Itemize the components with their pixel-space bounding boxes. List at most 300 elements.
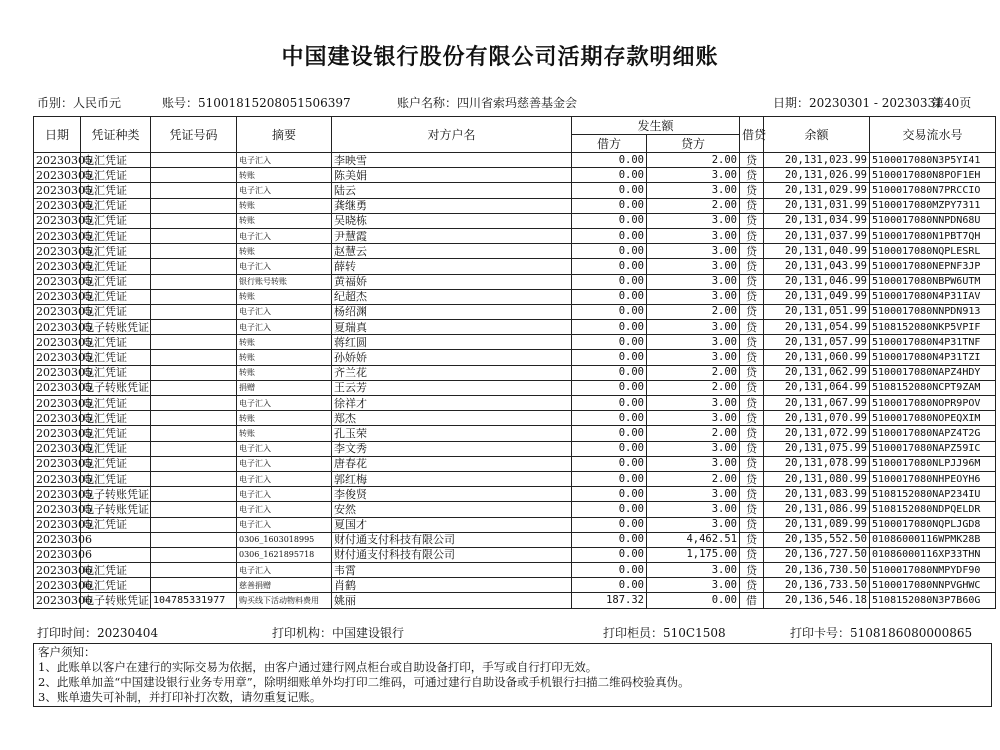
row-voucher-no xyxy=(151,426,237,441)
row-summary: 转账 xyxy=(237,335,332,350)
row-serial: 5108152080NAP234IU xyxy=(870,487,996,502)
row-counterparty: 龚继勇 xyxy=(332,198,572,213)
row-debit: 0.00 xyxy=(572,304,647,319)
row-counterparty: 蒋红圆 xyxy=(332,335,572,350)
row-voucher-type: 电子转账凭证 xyxy=(81,380,151,395)
row-voucher-type: 电汇凭证 xyxy=(81,335,151,350)
row-voucher-type: 电汇凭证 xyxy=(81,168,151,183)
row-date: 20230305 xyxy=(34,350,81,365)
row-balance: 20,131,040.99 xyxy=(764,244,870,259)
row-credit: 3.00 xyxy=(647,289,740,304)
row-counterparty: 杨绍渊 xyxy=(332,304,572,319)
row-debit: 0.00 xyxy=(572,335,647,350)
row-counterparty: 李文秀 xyxy=(332,441,572,456)
account-name: 账户名称：四川省索玛慈善基金会 xyxy=(397,96,578,110)
row-summary: 电子汇入 xyxy=(237,320,332,335)
row-balance: 20,131,023.99 xyxy=(764,153,870,168)
row-voucher-type: 电汇凭证 xyxy=(81,426,151,441)
row-serial: 01086000116WPMK28B xyxy=(870,532,996,547)
row-dc: 贷 xyxy=(740,578,764,593)
page-title: 中国建设银行股份有限公司活期存款明细账 xyxy=(281,45,719,70)
print-time: 打印时间：20230404 xyxy=(37,626,159,640)
row-summary: 转账 xyxy=(237,244,332,259)
date-range: 日期：20230301 - 20230331 xyxy=(773,96,943,110)
header-serial: 交易流水号 xyxy=(870,117,996,153)
table-row xyxy=(34,153,996,168)
header-dc: 借贷 xyxy=(740,117,764,153)
row-balance: 20,131,037.99 xyxy=(764,228,870,243)
row-voucher-type: 电汇凭证 xyxy=(81,396,151,411)
row-serial: 5100017080NHPEOYH6 xyxy=(870,471,996,486)
row-dc: 贷 xyxy=(740,259,764,274)
table-row xyxy=(34,426,996,441)
row-credit: 4,462.51 xyxy=(647,532,740,547)
customer-notice xyxy=(33,643,992,707)
row-date: 20230306 xyxy=(34,547,81,562)
row-credit: 1,175.00 xyxy=(647,547,740,562)
row-debit: 0.00 xyxy=(572,274,647,289)
row-serial: 5100017080N7PRCCIO xyxy=(870,183,996,198)
row-voucher-type: 电子转账凭证 xyxy=(81,320,151,335)
row-dc: 贷 xyxy=(740,365,764,380)
row-date: 20230305 xyxy=(34,304,81,319)
row-date: 20230305 xyxy=(34,183,81,198)
row-date: 20230305 xyxy=(34,456,81,471)
row-counterparty: 韦霄 xyxy=(332,563,572,578)
row-voucher-no xyxy=(151,335,237,350)
row-serial: 5108152080N3P7B60G xyxy=(870,593,996,608)
row-date: 20230305 xyxy=(34,274,81,289)
row-dc: 贷 xyxy=(740,198,764,213)
row-debit: 0.00 xyxy=(572,228,647,243)
row-counterparty: 陈美娟 xyxy=(332,168,572,183)
row-dc: 贷 xyxy=(740,502,764,517)
row-voucher-no xyxy=(151,517,237,532)
row-credit: 3.00 xyxy=(647,578,740,593)
row-credit: 3.00 xyxy=(647,502,740,517)
row-debit: 0.00 xyxy=(572,153,647,168)
row-voucher-no xyxy=(151,365,237,380)
row-debit: 0.00 xyxy=(572,213,647,228)
row-debit: 0.00 xyxy=(572,487,647,502)
header-counterparty: 对方户名 xyxy=(332,117,572,153)
table-row xyxy=(34,471,996,486)
row-credit: 3.00 xyxy=(647,456,740,471)
row-serial: 5100017080MZPY7311 xyxy=(870,198,996,213)
row-counterparty: 李俊贤 xyxy=(332,487,572,502)
table-row xyxy=(34,183,996,198)
table-row xyxy=(34,396,996,411)
row-voucher-type: 电汇凭证 xyxy=(81,578,151,593)
row-voucher-no xyxy=(151,274,237,289)
row-voucher-type: 电子转账凭证 xyxy=(81,593,151,608)
row-counterparty: 王云芳 xyxy=(332,380,572,395)
table-row xyxy=(34,335,996,350)
notice-line: 3、账单遗失可补制，并打印补打次数，请勿重复记账。 xyxy=(38,690,322,704)
row-balance: 20,131,072.99 xyxy=(764,426,870,441)
table-row xyxy=(34,547,996,562)
row-dc: 贷 xyxy=(740,228,764,243)
row-counterparty: 唐春花 xyxy=(332,456,572,471)
row-summary: 转账 xyxy=(237,213,332,228)
row-debit: 0.00 xyxy=(572,320,647,335)
row-dc: 贷 xyxy=(740,517,764,532)
header-balance: 余额 xyxy=(764,117,870,153)
row-date: 20230305 xyxy=(34,365,81,380)
table-row xyxy=(34,593,996,608)
row-date: 20230305 xyxy=(34,411,81,426)
row-credit: 2.00 xyxy=(647,426,740,441)
row-serial: 5100017080N4P31TZI xyxy=(870,350,996,365)
row-dc: 贷 xyxy=(740,304,764,319)
row-summary: 捐赠 xyxy=(237,380,332,395)
print-org: 打印机构：中国建设银行 xyxy=(272,626,405,640)
row-debit: 0.00 xyxy=(572,411,647,426)
row-debit: 0.00 xyxy=(572,380,647,395)
row-summary: 转账 xyxy=(237,198,332,213)
row-summary: 转账 xyxy=(237,289,332,304)
row-date: 20230305 xyxy=(34,259,81,274)
row-serial: 5100017080NMPYDF90 xyxy=(870,563,996,578)
row-counterparty: 徐祥才 xyxy=(332,396,572,411)
row-serial: 5108152080NKP5VPIF xyxy=(870,320,996,335)
row-voucher-no xyxy=(151,350,237,365)
row-balance: 20,136,727.50 xyxy=(764,547,870,562)
row-balance: 20,131,034.99 xyxy=(764,213,870,228)
row-debit: 0.00 xyxy=(572,396,647,411)
notice-heading: 客户须知： xyxy=(38,645,96,659)
header-voucher-type: 凭证种类 xyxy=(81,117,151,153)
row-serial: 5100017080NOPR9POV xyxy=(870,396,996,411)
row-counterparty: 尹慧霞 xyxy=(332,228,572,243)
row-counterparty: 郑杰 xyxy=(332,411,572,426)
row-voucher-type: 电汇凭证 xyxy=(81,153,151,168)
row-summary: 电子汇入 xyxy=(237,396,332,411)
row-counterparty: 吴晓栋 xyxy=(332,213,572,228)
row-voucher-no: 104785331977 xyxy=(151,593,237,608)
row-date: 20230305 xyxy=(34,198,81,213)
row-debit: 0.00 xyxy=(572,547,647,562)
header-date: 日期 xyxy=(34,117,81,153)
row-voucher-no xyxy=(151,487,237,502)
table-row xyxy=(34,365,996,380)
row-summary: 0306_1621895718 xyxy=(237,547,332,562)
row-voucher-type: 电汇凭证 xyxy=(81,456,151,471)
row-counterparty: 孔玉荣 xyxy=(332,426,572,441)
table-row xyxy=(34,274,996,289)
row-voucher-type: 电汇凭证 xyxy=(81,183,151,198)
row-dc: 贷 xyxy=(740,335,764,350)
row-voucher-type: 电汇凭证 xyxy=(81,274,151,289)
row-date: 20230305 xyxy=(34,244,81,259)
row-summary: 电子汇入 xyxy=(237,517,332,532)
table-row xyxy=(34,517,996,532)
row-dc: 贷 xyxy=(740,396,764,411)
row-credit: 2.00 xyxy=(647,380,740,395)
row-voucher-no xyxy=(151,563,237,578)
row-credit: 3.00 xyxy=(647,517,740,532)
row-debit: 0.00 xyxy=(572,502,647,517)
table-row xyxy=(34,198,996,213)
row-voucher-no xyxy=(151,213,237,228)
row-date: 20230306 xyxy=(34,593,81,608)
row-balance: 20,135,552.50 xyxy=(764,532,870,547)
row-serial: 5100017080N8POF1EH xyxy=(870,168,996,183)
table-row xyxy=(34,228,996,243)
row-credit: 3.00 xyxy=(647,274,740,289)
row-serial: 01086000116XP33THN xyxy=(870,547,996,562)
row-serial: 5100017080NEPNF3JP xyxy=(870,259,996,274)
row-date: 20230305 xyxy=(34,380,81,395)
row-voucher-no xyxy=(151,578,237,593)
row-summary: 0306_1603018995 xyxy=(237,532,332,547)
row-counterparty: 安然 xyxy=(332,502,572,517)
row-balance: 20,131,026.99 xyxy=(764,168,870,183)
row-voucher-type: 电汇凭证 xyxy=(81,411,151,426)
row-dc: 贷 xyxy=(740,168,764,183)
row-voucher-type: 电汇凭证 xyxy=(81,350,151,365)
row-debit: 187.32 xyxy=(572,593,647,608)
row-debit: 0.00 xyxy=(572,289,647,304)
row-credit: 3.00 xyxy=(647,244,740,259)
row-credit: 3.00 xyxy=(647,411,740,426)
row-balance: 20,131,067.99 xyxy=(764,396,870,411)
row-summary: 电子汇入 xyxy=(237,304,332,319)
row-summary: 转账 xyxy=(237,411,332,426)
row-dc: 贷 xyxy=(740,289,764,304)
row-voucher-no xyxy=(151,320,237,335)
row-date: 20230305 xyxy=(34,441,81,456)
row-debit: 0.00 xyxy=(572,259,647,274)
row-credit: 3.00 xyxy=(647,396,740,411)
row-voucher-no xyxy=(151,244,237,259)
row-voucher-no xyxy=(151,532,237,547)
row-credit: 3.00 xyxy=(647,350,740,365)
row-counterparty: 财付通支付科技有限公司 xyxy=(332,547,572,562)
row-summary: 转账 xyxy=(237,365,332,380)
row-balance: 20,131,046.99 xyxy=(764,274,870,289)
table-row xyxy=(34,244,996,259)
row-voucher-type: 电汇凭证 xyxy=(81,563,151,578)
row-credit: 0.00 xyxy=(647,593,740,608)
row-date: 20230305 xyxy=(34,320,81,335)
row-counterparty: 郭红梅 xyxy=(332,471,572,486)
row-serial: 5100017080NLPJJ96M xyxy=(870,456,996,471)
row-summary: 转账 xyxy=(237,168,332,183)
header-debit: 借方 xyxy=(572,135,647,153)
row-debit: 0.00 xyxy=(572,426,647,441)
row-counterparty: 夏国才 xyxy=(332,517,572,532)
row-date: 20230306 xyxy=(34,578,81,593)
row-balance: 20,131,070.99 xyxy=(764,411,870,426)
row-voucher-type: 电汇凭证 xyxy=(81,259,151,274)
row-summary: 转账 xyxy=(237,350,332,365)
row-serial: 5108152080NDPQELDR xyxy=(870,502,996,517)
row-voucher-no xyxy=(151,228,237,243)
row-balance: 20,131,051.99 xyxy=(764,304,870,319)
row-summary: 电子汇入 xyxy=(237,441,332,456)
row-dc: 贷 xyxy=(740,456,764,471)
statement-table xyxy=(33,116,996,609)
row-summary: 转账 xyxy=(237,426,332,441)
row-voucher-type: 电子转账凭证 xyxy=(81,487,151,502)
page-number: 第40页 xyxy=(932,96,972,110)
row-counterparty: 肖鹤 xyxy=(332,578,572,593)
table-row xyxy=(34,502,996,517)
row-summary: 慈善捐赠 xyxy=(237,578,332,593)
table-row xyxy=(34,456,996,471)
row-date: 20230305 xyxy=(34,335,81,350)
row-serial: 5100017080NNPDN913 xyxy=(870,304,996,319)
row-dc: 贷 xyxy=(740,320,764,335)
notice-line: 2、此账单加盖“中国建设银行业务专用章”，除明细账单外均打印二维码，可通过建行自助设备或手机银行扫描二维码校验真伪。 xyxy=(38,675,690,689)
row-credit: 3.00 xyxy=(647,441,740,456)
row-debit: 0.00 xyxy=(572,532,647,547)
table-row xyxy=(34,168,996,183)
print-card: 打印卡号：5108186080000865 xyxy=(790,626,973,640)
row-credit: 3.00 xyxy=(647,259,740,274)
row-voucher-no xyxy=(151,380,237,395)
row-credit: 3.00 xyxy=(647,213,740,228)
row-summary: 电子汇入 xyxy=(237,228,332,243)
row-voucher-type: 电汇凭证 xyxy=(81,365,151,380)
row-serial: 5100017080NAPZ4T2G xyxy=(870,426,996,441)
row-date: 20230306 xyxy=(34,563,81,578)
row-counterparty: 赵慧云 xyxy=(332,244,572,259)
row-credit: 3.00 xyxy=(647,487,740,502)
row-date: 20230305 xyxy=(34,517,81,532)
table-row xyxy=(34,350,996,365)
row-date: 20230305 xyxy=(34,153,81,168)
row-credit: 3.00 xyxy=(647,563,740,578)
header-amount: 发生额 xyxy=(572,117,740,135)
currency-label: 币别：人民币元 xyxy=(37,96,122,110)
row-balance: 20,136,730.50 xyxy=(764,563,870,578)
table-row xyxy=(34,380,996,395)
row-counterparty: 财付通支付科技有限公司 xyxy=(332,532,572,547)
row-counterparty: 孙娇娇 xyxy=(332,350,572,365)
row-voucher-no xyxy=(151,471,237,486)
row-summary: 电子汇入 xyxy=(237,502,332,517)
header-summary: 摘要 xyxy=(237,117,332,153)
row-balance: 20,131,075.99 xyxy=(764,441,870,456)
row-dc: 贷 xyxy=(740,411,764,426)
row-counterparty: 李映雪 xyxy=(332,153,572,168)
row-voucher-no xyxy=(151,153,237,168)
row-dc: 贷 xyxy=(740,350,764,365)
table-row xyxy=(34,259,996,274)
row-balance: 20,131,064.99 xyxy=(764,380,870,395)
row-balance: 20,131,043.99 xyxy=(764,259,870,274)
row-date: 20230305 xyxy=(34,168,81,183)
row-credit: 2.00 xyxy=(647,365,740,380)
row-date: 20230305 xyxy=(34,213,81,228)
row-dc: 贷 xyxy=(740,153,764,168)
row-debit: 0.00 xyxy=(572,244,647,259)
table-row xyxy=(34,532,996,547)
row-voucher-no xyxy=(151,502,237,517)
row-balance: 20,131,029.99 xyxy=(764,183,870,198)
row-credit: 2.00 xyxy=(647,198,740,213)
row-debit: 0.00 xyxy=(572,365,647,380)
row-summary: 银行账号转账 xyxy=(237,274,332,289)
row-balance: 20,131,080.99 xyxy=(764,471,870,486)
row-voucher-no xyxy=(151,183,237,198)
row-debit: 0.00 xyxy=(572,517,647,532)
row-voucher-type: 电汇凭证 xyxy=(81,213,151,228)
table-row xyxy=(34,320,996,335)
row-dc: 贷 xyxy=(740,274,764,289)
row-balance: 20,136,546.18 xyxy=(764,593,870,608)
table-row xyxy=(34,578,996,593)
row-serial: 5100017080N4P31TNF xyxy=(870,335,996,350)
row-voucher-type: 电汇凭证 xyxy=(81,228,151,243)
row-voucher-type: 电子转账凭证 xyxy=(81,502,151,517)
row-summary: 购买线下活动物料费用 xyxy=(237,593,332,608)
row-voucher-no xyxy=(151,168,237,183)
row-counterparty: 纪超杰 xyxy=(332,289,572,304)
row-dc: 贷 xyxy=(740,563,764,578)
row-voucher-no xyxy=(151,304,237,319)
row-debit: 0.00 xyxy=(572,350,647,365)
row-summary: 电子汇入 xyxy=(237,487,332,502)
row-serial: 5100017080N1PBT7QH xyxy=(870,228,996,243)
table-row xyxy=(34,563,996,578)
row-counterparty: 黄福娇 xyxy=(332,274,572,289)
row-summary: 电子汇入 xyxy=(237,471,332,486)
row-counterparty: 齐兰花 xyxy=(332,365,572,380)
row-voucher-no xyxy=(151,259,237,274)
table-row xyxy=(34,441,996,456)
row-date: 20230305 xyxy=(34,487,81,502)
row-dc: 贷 xyxy=(740,244,764,259)
row-credit: 2.00 xyxy=(647,471,740,486)
row-voucher-type: 电汇凭证 xyxy=(81,471,151,486)
table-row xyxy=(34,213,996,228)
row-counterparty: 陆云 xyxy=(332,183,572,198)
print-counter: 打印柜员：510C1508 xyxy=(603,626,726,640)
row-debit: 0.00 xyxy=(572,563,647,578)
row-dc: 贷 xyxy=(740,426,764,441)
row-voucher-no xyxy=(151,547,237,562)
row-credit: 3.00 xyxy=(647,335,740,350)
row-balance: 20,131,054.99 xyxy=(764,320,870,335)
row-credit: 3.00 xyxy=(647,320,740,335)
row-date: 20230305 xyxy=(34,426,81,441)
header-voucher-no: 凭证号码 xyxy=(151,117,237,153)
row-debit: 0.00 xyxy=(572,198,647,213)
row-debit: 0.00 xyxy=(572,456,647,471)
row-balance: 20,131,049.99 xyxy=(764,289,870,304)
row-date: 20230305 xyxy=(34,502,81,517)
table-row xyxy=(34,304,996,319)
row-serial: 5100017080NOPEQXIM xyxy=(870,411,996,426)
row-dc: 贷 xyxy=(740,441,764,456)
row-summary: 电子汇入 xyxy=(237,563,332,578)
row-counterparty: 姚丽 xyxy=(332,593,572,608)
row-voucher-type: 电汇凭证 xyxy=(81,441,151,456)
row-date: 20230305 xyxy=(34,289,81,304)
row-balance: 20,136,733.50 xyxy=(764,578,870,593)
row-serial: 5100017080NNPDN68U xyxy=(870,213,996,228)
row-voucher-type: 电汇凭证 xyxy=(81,198,151,213)
row-voucher-no xyxy=(151,456,237,471)
row-serial: 5100017080NQPLJGD8 xyxy=(870,517,996,532)
row-debit: 0.00 xyxy=(572,471,647,486)
row-balance: 20,131,089.99 xyxy=(764,517,870,532)
header-credit: 贷方 xyxy=(647,135,740,153)
row-dc: 借 xyxy=(740,593,764,608)
